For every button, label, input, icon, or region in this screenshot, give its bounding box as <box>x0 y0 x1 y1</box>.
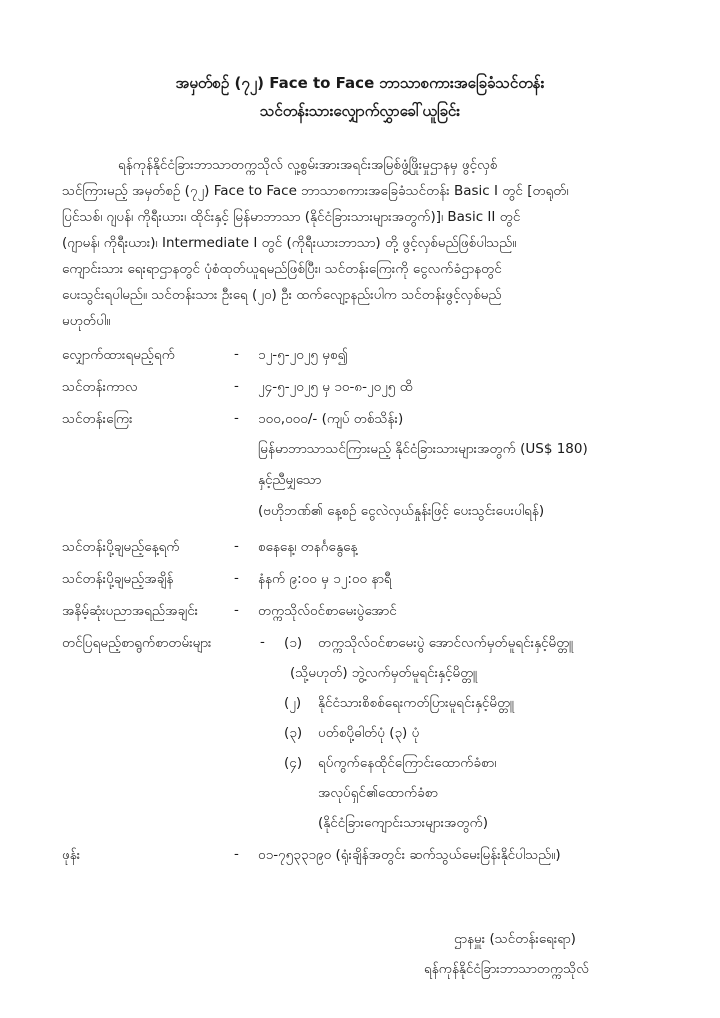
separator-dash: - <box>234 346 239 362</box>
phone-label: ဖုန်း <box>62 847 81 863</box>
course-fee-label: သင်တန်းကြေး <box>62 411 133 427</box>
apply-date-value: ၁၂-၅-၂၀၂၅ မှစ၍ <box>258 347 348 363</box>
title-line-2: သင်တန်းသားလျှောက်လွှာခေါ်ယူခြင်း <box>259 102 461 120</box>
document-item-text: (သို့မဟုတ်) ဘွဲ့လက်မှတ်မူရင်းနှင့်မိတ္တူ <box>290 665 478 681</box>
separator-dash: - <box>260 634 265 650</box>
intro-line: မဟုတ်ပါ။ <box>62 313 111 329</box>
fee-equivalent-note: နှင့်ညီမျှသော <box>258 472 322 488</box>
signature-title: ဌာနမှူး (သင်တန်းရေးရာ) <box>454 931 576 947</box>
separator-dash: - <box>234 846 239 862</box>
document-item-number: (၂) <box>284 695 302 711</box>
class-time-label: သင်တန်းပို့ချမည့်အချိန် <box>62 571 174 587</box>
min-qualification-value: တက္ကသိုလ်ဝင်စာမေးပွဲအောင် <box>258 603 397 619</box>
document-item-number: (၃) <box>284 725 303 741</box>
separator-dash: - <box>234 378 239 394</box>
course-fee-value: ၁၀၀,၀၀၀/- (ကျပ် တစ်သိန်း) <box>258 411 404 427</box>
required-documents-label: တင်ပြရမည့်စာရွက်စာတမ်းများ <box>62 635 212 651</box>
class-days-value: စနေနေ့၊ တနင်္ဂနွေနေ့ <box>258 539 358 555</box>
document-item-text: ရပ်ကွက်နေထိုင်ကြောင်းထောက်ခံစာ၊ <box>318 755 497 771</box>
intro-line: ရန်ကုန်နိုင်ငံခြားဘာသာတက္ကသိုလ် လူ့စွမ်းအားအရင်းအမြစ်ဖွံ့ဖြိုးမှုဌာနမှ ဖွင့်လှစ် <box>118 157 498 173</box>
document-item-number: (၄) <box>284 755 303 771</box>
intro-line: (ဂျာမန်၊ ကိုရီးယား)၊ Intermediate I တွင် (ကိုရီးယားဘာသာ) တို့ ဖွင့်လှစ်မည်ဖြစ်ပါသည်။ <box>62 235 517 251</box>
title-line-1: အမှတ်စဉ် (၇၂) Face to Face ဘာသာစကားအခြေခံသင်တန်း <box>175 74 545 92</box>
min-qualification-label: အနိမ့်ဆုံးပညာအရည်အချင်း <box>62 603 199 619</box>
document-item-text: (နိုင်ငံခြားကျောင်းသားများအတွက်) <box>318 815 489 831</box>
fee-foreigner-note: မြန်မာဘာသာသင်ကြားမည့် နိုင်ငံခြားသားများအတွက် (US$ 180) <box>258 441 588 457</box>
document-item-number: (၁) <box>284 635 303 651</box>
intro-line: သင်ကြားမည့် အမှတ်စဉ် (၇၂) Face to Face ဘာသာစကားအခြေခံသင်တန်း Basic I တွင် [တရုတ်၊ <box>62 183 569 199</box>
course-period-value: ၂၄-၅-၂၀၂၅ မှ ၁၀-၈-၂၀၂၅ ထိ <box>258 379 413 395</box>
intro-line: ကျောင်းသား ရေးရာဌာနတွင် ပုံစံထုတ်ယူရမည်ဖြစ်ပြီး၊ သင်တန်းကြေးကို ငွေလက်ခံဌာနတွင် <box>62 261 502 277</box>
separator-dash: - <box>234 410 239 426</box>
signature-organization: ရန်ကုန်နိုင်ငံခြားဘာသာတက္ကသိုလ် <box>424 961 589 977</box>
fee-exchange-rate-note: (ဗဟိုဘဏ်၏ နေ့စဉ် ငွေလဲလှယ်နှုန်းဖြင့် ပေးသွင်းပေးပါရန်) <box>258 503 545 519</box>
document-item-text: ပတ်စပို့ဓါတ်ပုံ (၃) ပုံ <box>318 725 420 741</box>
document-item-text: တက္ကသိုလ်ဝင်စာမေးပွဲ အောင်လက်မှတ်မူရင်းနှင့်မိတ္တူ <box>318 635 574 651</box>
class-time-value: နံနက် ၉:၀၀ မှ ၁၂:၀၀ နာရီ <box>258 571 392 587</box>
intro-line: ပေးသွင်းရပါမည်။ သင်တန်းသား ဦးရေ (၂၀) ဦး ထက်လျော့နည်းပါက သင်တန်းဖွင့်လှစ်မည် <box>62 287 502 303</box>
document-item-text: အလုပ်ရှင်၏ထောက်ခံစာ <box>318 785 438 801</box>
separator-dash: - <box>234 538 239 554</box>
document-item-text: နိုင်ငံသားစိစစ်ရေးကတ်ပြားမူရင်းနှင့်မိတ္တူ <box>318 695 515 711</box>
class-days-label: သင်တန်းပို့ချမည့်နေ့ရက် <box>62 539 180 555</box>
intro-paragraph <box>62 152 660 334</box>
course-period-label: သင်တန်းကာလ <box>62 379 138 395</box>
phone-value: ၀၁-၇၅၃၃၁၉၀ (ရုံးချိန်အတွင်း ဆက်သွယ်မေးမြန်းနိုင်ပါသည်။) <box>258 847 561 863</box>
separator-dash: - <box>234 602 239 618</box>
apply-date-label: လျှောက်ထားရမည့်ရက် <box>62 347 175 363</box>
intro-line: ပြင်သစ်၊ ဂျပန်၊ ကိုရီးယား၊ ထိုင်းနှင့် မြန်မာဘာသာ (နိုင်ငံခြားသားများအတွက်)]၊ Basic II တွင် <box>62 209 521 225</box>
separator-dash: - <box>234 570 239 586</box>
